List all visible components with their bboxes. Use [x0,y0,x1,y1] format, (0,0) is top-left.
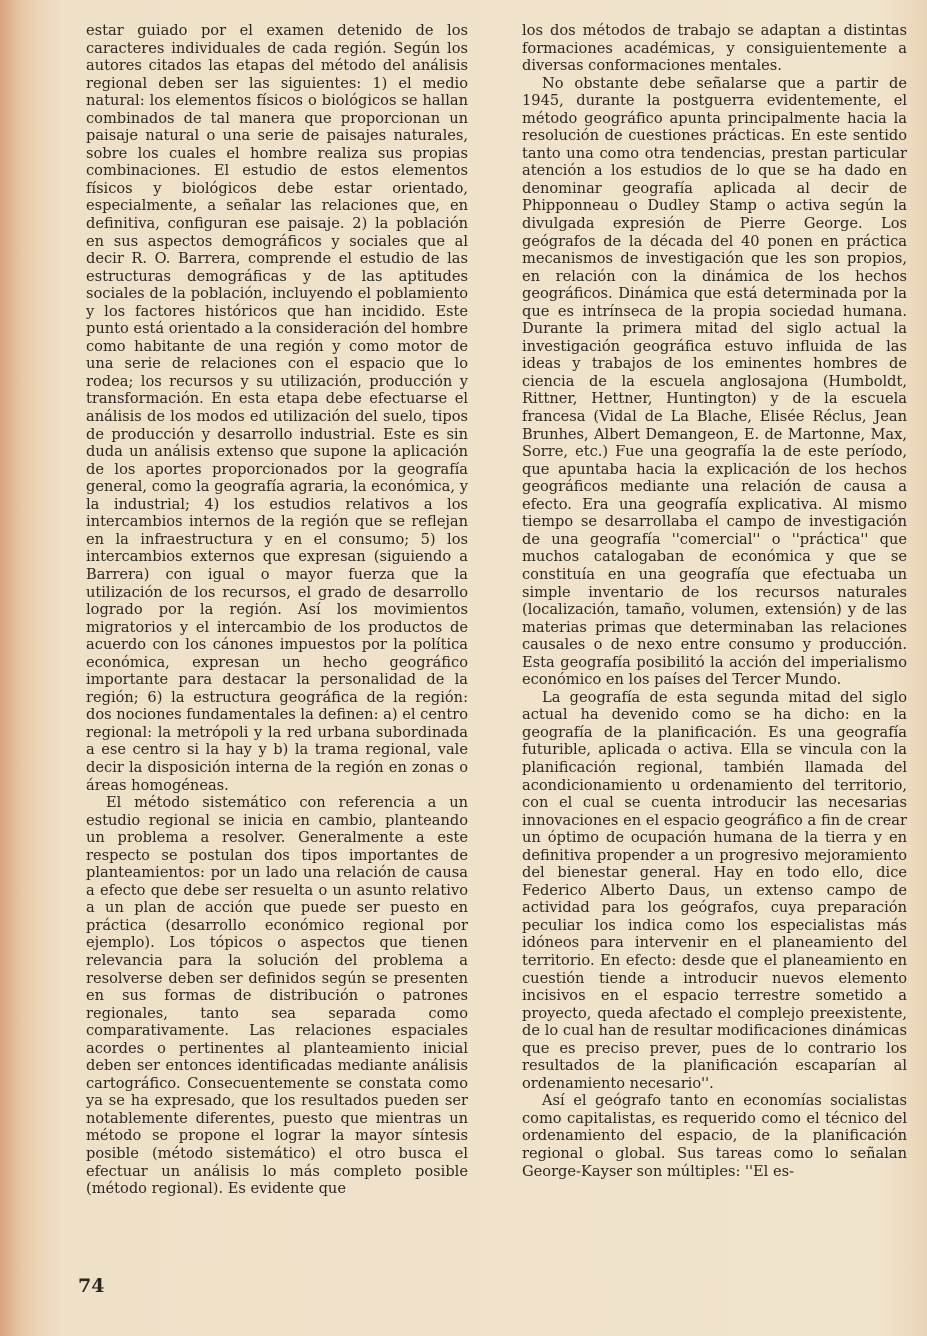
paragraph: los dos métodos de trabajo se adaptan a distintas formaciones académicas, y consiguientemente a diversas conformaciones mentales. [522,22,907,75]
page-number: 74 [78,1275,105,1297]
left-column [86,22,468,1198]
paragraph: estar guiado por el examen detenido de los caracteres individuales de cada región. Según los autores citados las etapas del método del análisis regional deben ser las siguientes: 1) el medio natural: los elementos físicos o biológicos se hallan combinados de tal manera que proporcionan un paisaje natural o una serie de paisajes naturales, sobre los cuales el hombre realiza sus propias combinaciones. El estudio de estos elementos físicos y biológicos debe estar orientado, especialmente, a señalar las relaciones que, en definitiva, configuran ese paisaje. 2) la población en sus aspectos demográficos y sociales que al decir R. O. Barrera, comprende el estudio de las estructuras demográficas y de las aptitudes sociales de la población, incluyendo el poblamiento y los factores históricos que han incidido. Este punto está orientado a la consideración del hombre como habitante de una región y como motor de una serie de relaciones con el espacio que lo rodea; los recursos y su utilización, producción y transformación. En esta etapa debe efectuarse el análisis de los modos ed utilización del suelo, tipos de producción y desarrollo industrial. Este es sin duda un análisis extenso que supone la aplicación de los aportes proporcionados por la geografía general, como la geografía agraria, la económica, y la industrial; 4) los estudios relativos a los intercambios internos de la región que se reflejan en la infraestructura y en el consumo; 5) los intercambios externos que expresan (siguiendo a Barrera) con igual o mayor fuerza que la utilización de los recursos, el grado de desarrollo logrado por la región. Así los movimientos migratorios y el intercambio de los productos de acuerdo con los cánones impuestos por la política económica, expresan un hecho geográfico importante para destacar la personalidad de la región; 6) la estructura geográfica de la región: dos nociones fundamentales la definen: a) el centro regional: la metrópoli y la red urbana subordinada a ese centro si la hay y b) la trama regional, vale decir la disposición interna de la región en zonas o áreas homogéneas. [86,22,469,794]
paragraph: La geografía de esta segunda mitad del siglo actual ha devenido como se ha dicho: en la geografía de la planificación. Es una geografía futurible, aplicada o activa. Ella se vincula con la planificación regional, también llamada del acondicionamiento u ordenamiento del territorio, con el cual se cuenta introducir las necesarias innovaciones en el espacio geográfico a fin de crear un óptimo de ocupación humana de la tierra y en definitiva propender a un progresivo mejoramiento del bienestar general. Hay en todo ello, dice Federico Alberto Daus, un extenso campo de actividad para los geógrafos, cuya preparación peculiar los indica como los especialistas más idóneos para intervenir en el planeamiento del territorio. En efecto: desde que el planeamiento en cuestión tiende a introducir nuevos elemento incisivos en el espacio terrestre sometido a proyecto, queda afectado el complejo preexistente, de lo cual han de resultar modificaciones dinámicas que es preciso prever, pues de lo contrario los resultados de la planificación escaparían al ordenamiento necesario''. [522,688,907,1092]
paragraph: No obstante debe señalarse que a partir de 1945, durante la postguerra evidentemente, el método geográfico apunta principalmente hacia la resolución de cuestiones prácticas. En este sentido tanto una como otra tendencias, prestan particular atención a los estudios de lo que se ha dado en denominar geografía aplicada al decir de Phipponneau o Dudley Stamp o activa según la divulgada expresión de Pierre George. Los geógrafos de la década del 40 ponen en práctica mecanismos de investigación que les son propios, en relación con la dinámica de los hechos geográficos. Dinámica que está determinada por la que es intrínseca de la propia sociedad humana. Durante la primera mitad del siglo actual la investigación geográfica estuvo influida de las ideas y trabajos de los eminentes hombres de ciencia de la escuela anglosajona (Humboldt, Rittner, Hettner, Huntington) y de la escuela francesa (Vidal de La Blache, Elisée Réclus, Jean Brunhes, Albert Demangeon, E. de Martonne, Max, Sorre, etc.) Fue una geografía la de este período, que apuntaba hacia la explicación de los hechos geográficos mediante una relación de causa a efecto. Era una geografía explicativa. Al mismo tiempo se desarrollaba el campo de investigación de una geografía ''comercial'' o ''práctica'' que muchos catalogaban de económica y que se constituía en una geografía que efectuaba un simple inventario de los recursos naturales (localización, tamaño, volumen, extensión) y de las materias primas que determinaban las relaciones causales o de nexo entre consumo y producción. Esta geografía posibilitó la acción del imperialismo económico en los países del Tercer Mundo. [522,74,907,689]
paragraph: El método sistemático con referencia a un estudio regional se inicia en cambio, planteando un problema a resolver. Generalmente a este respecto se postulan dos tipos importantes de planteamientos: por un lado una relación de causa a efecto que debe ser resuelta o un asunto relativo a un plan de acción que puede ser puesto en práctica (desarrollo económico regional por ejemplo). Los tópicos o aspectos que tienen relevancia para la solución del problema a resolverse deben ser definidos según se presenten en sus formas de distribución o patrones regionales, tanto sea separada como comparativamente. Las relaciones espaciales acordes o pertinentes al planteamiento inicial deben ser entonces identificadas mediante análisis cartográfico. Consecuentemente se constata como ya se ha expresado, que los resultados pueden ser notablemente diferentes, puesto que mientras un método se propone el lograr la mayor síntesis posible (método sistemático) el otro busca el efectuar un análisis lo más completo posible (método regional). Es evidente que [86,794,468,1198]
paragraph: Así el geógrafo tanto en economías socialistas como capitalistas, es requerido como el técnico del ordenamiento del espacio, de la planificación regional o global. Sus tareas como lo señalan George-Kayser son múltiples: ''El es- [522,1092,907,1180]
right-column [522,22,907,1180]
